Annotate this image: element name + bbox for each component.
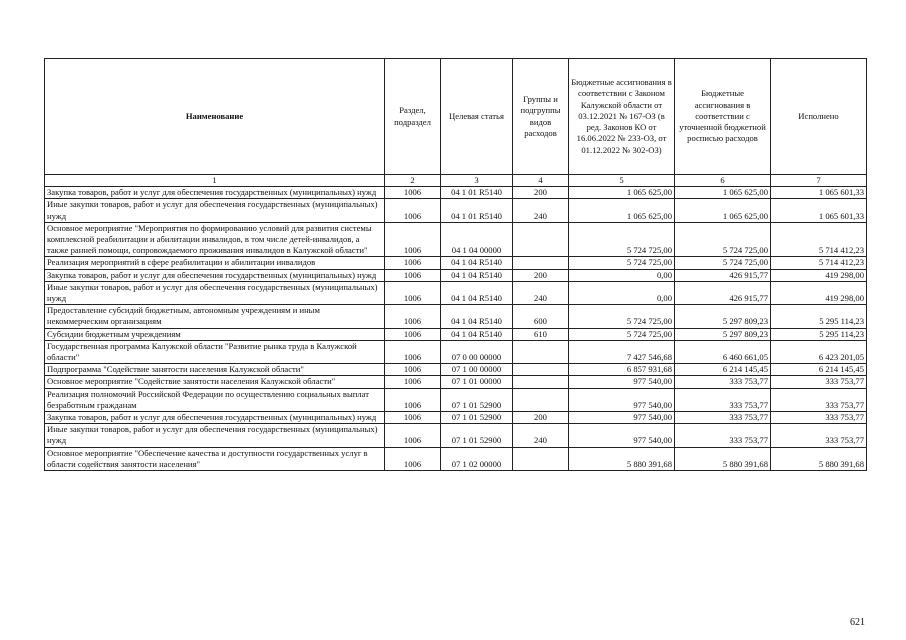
row-law-allocation: 7 427 546,68 [569,340,675,363]
table-row [45,187,867,199]
header-executed: Исполнено [771,59,867,175]
row-expense-group [513,447,569,470]
row-law-allocation: 5 724 725,00 [569,222,675,257]
row-target-article: 04 1 04 R5140 [441,281,513,304]
row-refined-allocation: 333 753,77 [675,424,771,447]
row-expense-group [513,388,569,411]
row-executed: 5 295 114,23 [771,328,867,340]
row-razdel: 1006 [385,388,441,411]
row-razdel: 1006 [385,222,441,257]
row-target-article: 04 1 04 00000 [441,222,513,257]
row-expense-group: 610 [513,328,569,340]
row-target-article: 07 1 01 52900 [441,412,513,424]
row-razdel: 1006 [385,257,441,269]
row-expense-group [513,257,569,269]
column-number-row [45,175,867,187]
table-row [45,222,867,257]
row-target-article: 07 1 01 52900 [441,424,513,447]
row-executed: 333 753,77 [771,388,867,411]
row-razdel: 1006 [385,376,441,388]
row-expense-group: 200 [513,187,569,199]
table-row [45,447,867,470]
row-executed: 6 423 201,05 [771,340,867,363]
column-number: 2 [385,175,441,187]
row-expense-group [513,376,569,388]
header-law-allocation: Бюджетные ассигнования в соответствии с Законом Калужской области от 03.12.2021 № 167-ОЗ (в ред. Законов КО от 16.06.2022 № 233-ОЗ, от 01.12.2022 № 302-ОЗ) [569,59,675,175]
row-executed: 1 065 601,33 [771,199,867,222]
row-executed: 5 880 391,68 [771,447,867,470]
row-expense-group: 240 [513,281,569,304]
row-executed: 419 298,00 [771,281,867,304]
row-name: Государственная программа Калужской области "Развитие рынка труда в Калужской области" [45,340,385,363]
row-target-article: 04 1 01 R5140 [441,199,513,222]
row-executed: 5 714 412,23 [771,222,867,257]
table-row [45,376,867,388]
header-name: Наименование [45,59,385,175]
row-refined-allocation: 333 753,77 [675,388,771,411]
row-razdel: 1006 [385,281,441,304]
row-razdel: 1006 [385,412,441,424]
row-law-allocation: 1 065 625,00 [569,199,675,222]
column-number: 6 [675,175,771,187]
row-name: Основное мероприятие "Обеспечение качества и доступности государственных услуг в области содействия занятости населения" [45,447,385,470]
row-refined-allocation: 5 724 725,00 [675,257,771,269]
row-executed: 5 295 114,23 [771,305,867,328]
row-name: Иные закупки товаров, работ и услуг для обеспечения государственных (муниципальных) нужд [45,281,385,304]
row-expense-group [513,222,569,257]
header-refined-allocation: Бюджетные ассигнования в соответствии с уточненной бюджетной росписью расходов [675,59,771,175]
row-refined-allocation: 426 915,77 [675,269,771,281]
row-target-article: 07 0 00 00000 [441,340,513,363]
row-target-article: 04 1 04 R5140 [441,257,513,269]
row-razdel: 1006 [385,424,441,447]
row-razdel: 1006 [385,328,441,340]
row-target-article: 04 1 04 R5140 [441,269,513,281]
row-refined-allocation: 1 065 625,00 [675,199,771,222]
table-row [45,305,867,328]
row-expense-group: 600 [513,305,569,328]
row-refined-allocation: 6 460 661,05 [675,340,771,363]
page-number: 621 [850,617,865,628]
row-refined-allocation: 5 724 725,00 [675,222,771,257]
row-law-allocation: 5 724 725,00 [569,305,675,328]
header-group: Группы и подгруппы видов расходов [513,59,569,175]
row-razdel: 1006 [385,199,441,222]
row-target-article: 04 1 04 R5140 [441,305,513,328]
row-law-allocation: 6 857 931,68 [569,364,675,376]
row-name: Субсидии бюджетным учреждениям [45,328,385,340]
column-number: 5 [569,175,675,187]
table-row [45,199,867,222]
row-refined-allocation: 5 297 809,23 [675,305,771,328]
column-number: 3 [441,175,513,187]
header-row [45,59,867,175]
row-law-allocation: 5 880 391,68 [569,447,675,470]
row-name: Закупка товаров, работ и услуг для обеспечения государственных (муниципальных) нужд [45,187,385,199]
row-refined-allocation: 5 880 391,68 [675,447,771,470]
row-expense-group: 240 [513,424,569,447]
table-row [45,269,867,281]
row-law-allocation: 977 540,00 [569,424,675,447]
row-executed: 1 065 601,33 [771,187,867,199]
row-expense-group: 200 [513,269,569,281]
row-refined-allocation: 1 065 625,00 [675,187,771,199]
row-law-allocation: 0,00 [569,281,675,304]
row-law-allocation: 977 540,00 [569,412,675,424]
row-razdel: 1006 [385,187,441,199]
row-razdel: 1006 [385,305,441,328]
table-row [45,424,867,447]
row-law-allocation: 5 724 725,00 [569,257,675,269]
row-name: Основное мероприятие "Мероприятия по формированию условий для развития системы комплексной реабилитации и абилитации инвалидов, в том числе детей-инвалидов, а также ранней помощи, сопровождаемого проживания инвалидов в Калужской области" [45,222,385,257]
row-refined-allocation: 333 753,77 [675,412,771,424]
table-row [45,340,867,363]
row-name: Реализация полномочий Российской Федерации по осуществлению социальных выплат безработным гражданам [45,388,385,411]
row-name: Закупка товаров, работ и услуг для обеспечения государственных (муниципальных) нужд [45,269,385,281]
row-executed: 333 753,77 [771,412,867,424]
table-row [45,328,867,340]
row-expense-group [513,364,569,376]
row-name: Подпрограмма "Содействие занятости населения Калужской области" [45,364,385,376]
table-row [45,388,867,411]
row-law-allocation: 0,00 [569,269,675,281]
row-name: Иные закупки товаров, работ и услуг для обеспечения государственных (муниципальных) нужд [45,199,385,222]
column-number: 7 [771,175,867,187]
column-number: 1 [45,175,385,187]
row-razdel: 1006 [385,364,441,376]
row-refined-allocation: 426 915,77 [675,281,771,304]
row-law-allocation: 1 065 625,00 [569,187,675,199]
table-row [45,257,867,269]
column-number: 4 [513,175,569,187]
row-executed: 333 753,77 [771,424,867,447]
row-razdel: 1006 [385,340,441,363]
row-executed: 333 753,77 [771,376,867,388]
row-name: Основное мероприятие "Содействие занятости населения Калужской области" [45,376,385,388]
row-target-article: 07 1 02 00000 [441,447,513,470]
row-law-allocation: 977 540,00 [569,388,675,411]
row-target-article: 07 1 01 52900 [441,388,513,411]
row-executed: 5 714 412,23 [771,257,867,269]
row-target-article: 04 1 01 R5140 [441,187,513,199]
row-name: Реализация мероприятий в сфере реабилитации и абилитации инвалидов [45,257,385,269]
row-refined-allocation: 5 297 809,23 [675,328,771,340]
table-row [45,281,867,304]
table-body [45,187,867,471]
row-target-article: 07 1 00 00000 [441,364,513,376]
row-law-allocation: 977 540,00 [569,376,675,388]
header-target: Целевая статья [441,59,513,175]
row-executed: 419 298,00 [771,269,867,281]
table-row [45,412,867,424]
row-razdel: 1006 [385,269,441,281]
row-expense-group: 200 [513,412,569,424]
table-row [45,364,867,376]
row-name: Иные закупки товаров, работ и услуг для обеспечения государственных (муниципальных) нужд [45,424,385,447]
row-razdel: 1006 [385,447,441,470]
row-target-article: 04 1 04 R5140 [441,328,513,340]
row-name: Закупка товаров, работ и услуг для обеспечения государственных (муниципальных) нужд [45,412,385,424]
row-refined-allocation: 333 753,77 [675,376,771,388]
row-name: Предоставление субсидий бюджетным, автономным учреждениям и иным некоммерческим организациям [45,305,385,328]
row-refined-allocation: 6 214 145,45 [675,364,771,376]
header-razdel: Раздел, подраздел [385,59,441,175]
row-law-allocation: 5 724 725,00 [569,328,675,340]
budget-table [44,58,867,471]
row-target-article: 07 1 01 00000 [441,376,513,388]
row-expense-group: 240 [513,199,569,222]
row-executed: 6 214 145,45 [771,364,867,376]
row-expense-group [513,340,569,363]
